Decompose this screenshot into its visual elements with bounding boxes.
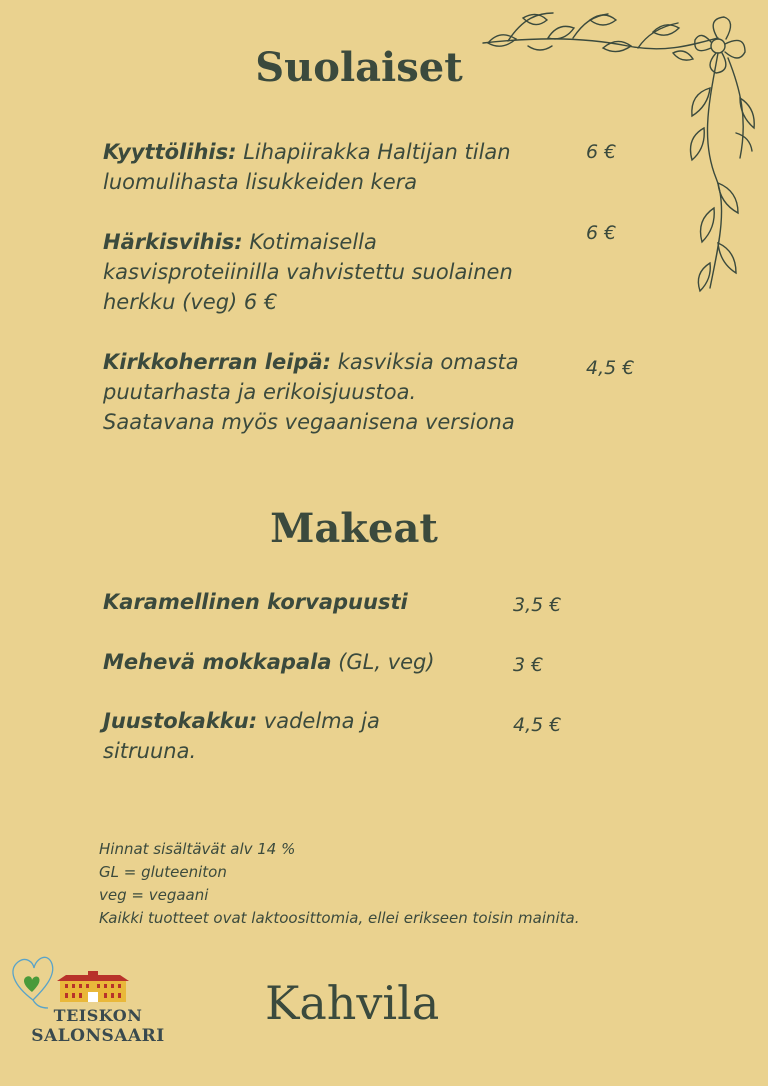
item-price: 4,5 € xyxy=(586,357,635,379)
note-vat: Hinnat sisältävät alv 14 % xyxy=(99,840,296,858)
menu-item-mokkapala xyxy=(103,647,503,677)
item-name: Karamellinen korvapuusti xyxy=(103,590,408,614)
item-price: 3,5 € xyxy=(513,594,562,616)
teiskon-salonsaari-logo xyxy=(8,950,168,1050)
logo-text-line2: SALONSAARI xyxy=(31,1026,165,1046)
item-name: Mehevä mokkapala xyxy=(103,650,332,674)
menu-item-kyyttolihis xyxy=(103,137,543,197)
note-gluten-free: GL = gluteeniton xyxy=(99,863,227,881)
item-description: kasviksia omasta puutarhasta ja erikoisjuustoa. Saatavana myös vegaanisena versiona xyxy=(103,350,519,434)
note-lactose-free: Kaikki tuotteet ovat laktoosittomia, ellei erikseen toisin mainita. xyxy=(99,909,580,927)
menu-item-juustokakku xyxy=(103,706,433,766)
item-price: 6 € xyxy=(586,141,617,163)
item-description: vadelma ja sitruuna. xyxy=(103,709,380,763)
item-price: 3 € xyxy=(513,654,544,676)
item-description: (GL, veg) xyxy=(338,650,435,674)
item-name: Kirkkoherran leipä: xyxy=(103,350,332,374)
menu-item-kirkkoherran-leipa xyxy=(103,347,528,437)
footnotes xyxy=(99,838,659,930)
menu-item-harkisvihis xyxy=(103,227,533,317)
item-price: 4,5 € xyxy=(513,714,562,736)
cafe-title: Kahvila xyxy=(265,976,440,1030)
item-description: Kotimaisella kasvisproteiinilla vahvistettu suolainen herkku (veg) 6 € xyxy=(103,230,513,314)
section-title-savory: Suolaiset xyxy=(255,44,463,91)
menu-item-korvapuusti xyxy=(103,587,503,617)
note-vegan: veg = vegaani xyxy=(99,886,209,904)
logo-graphic xyxy=(8,950,168,1010)
item-description: Lihapiirakka Haltijan tilan luomulihasta lisukkeiden kera xyxy=(103,140,511,194)
item-name: Juustokakku: xyxy=(103,709,258,733)
section-title-sweet: Makeat xyxy=(270,505,438,552)
item-price: 6 € xyxy=(586,222,617,244)
item-name: Härkisvihis: xyxy=(103,230,243,254)
item-name: Kyyttölihis: xyxy=(103,140,237,164)
logo-text-line1: TEISKON xyxy=(53,1006,143,1025)
